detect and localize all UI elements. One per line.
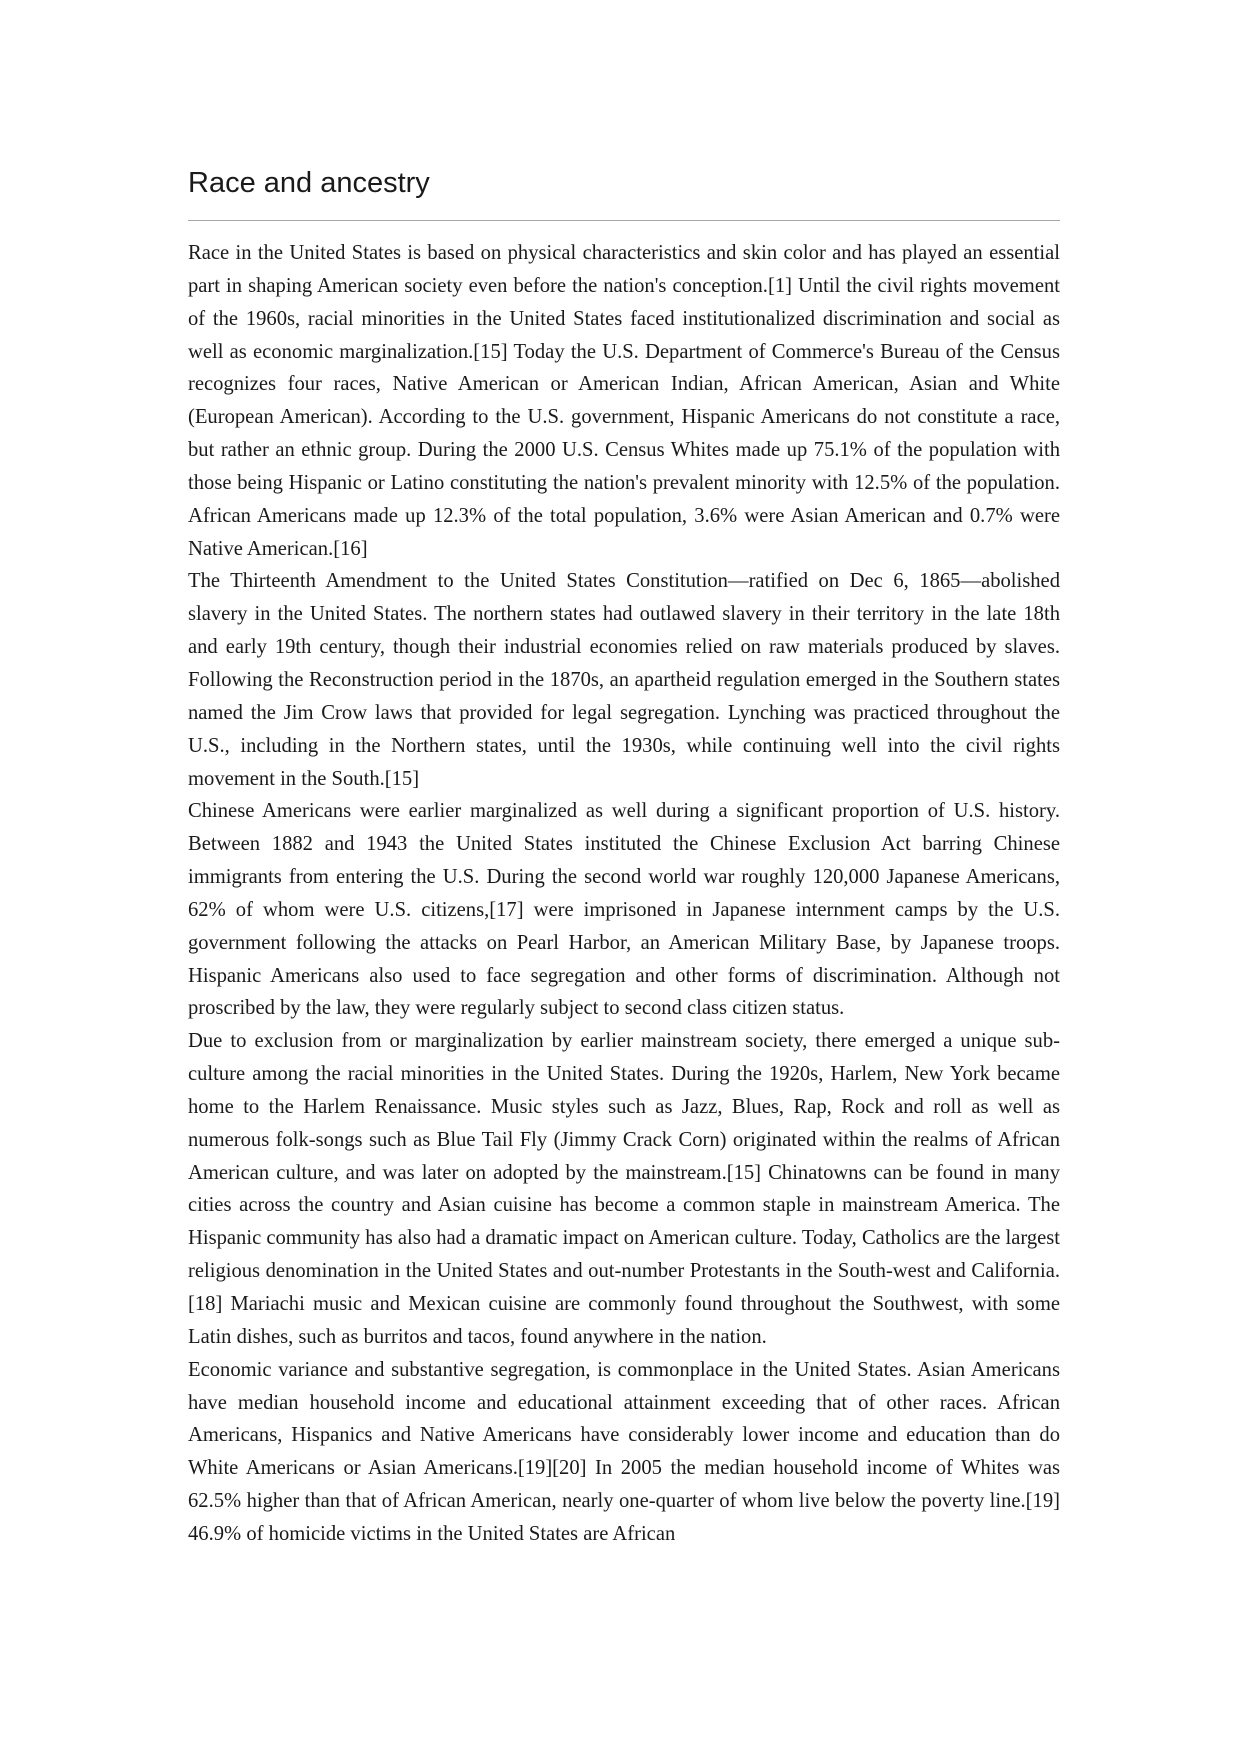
paragraph-chinese-americans: Chinese Americans were earlier marginalized as well during a significant proportion of U.S. history. Between 1882 and 1943 the United States instituted the Chinese Exclusion Act barring Chinese immigrants from entering the U.S. During the second world war roughly 120,000 Japanese Americans, 62% of whom were U.S. citizens,[17] were imprisoned in Japanese internment camps by the U.S. government following the attacks on Pearl Harbor, an American Military Base, by Japanese troops. Hispanic Americans also used to face segregation and other forms of discrimination. Although not proscribed by the law, they were regularly subject to second class citizen status.	[188, 800, 1060, 1020]
paragraph-race-overview: Race in the United States is based on physical characteristics and skin color and has played an essential part in shaping American society even before the nation's conception.[1] Until the civil rights movement of the 1960s, racial minorities in the United States faced institutionalized discrimination and social as well as economic marginalization.[15] Today the U.S. Department of Commerce's Bureau of the Census recognizes four races, Native American or American Indian, African American, Asian and White (European American). According to the U.S. government, Hispanic Americans do not constitute a race, but rather an ethnic group. During the 2000 U.S. Census Whites made up 75.1% of the population with those being Hispanic or Latino constituting the nation's prevalent minority with 12.5% of the population. African Americans made up 12.3% of the total population, 3.6% were Asian American and 0.7% were Native American.[16]	[188, 242, 1060, 560]
heading-divider	[188, 220, 1060, 221]
section-body	[188, 237, 1060, 1551]
paragraph-sub-culture: Due to exclusion from or marginalization by earlier mainstream society, there emerged a unique sub-culture among the racial minorities in the United States. During the 1920s, Harlem, New York became home to the Harlem Renaissance. Music styles such as Jazz, Blues, Rap, Rock and roll as well as numerous folk-songs such as Blue Tail Fly (Jimmy Crack Corn) originated within the realms of African American culture, and was later on adopted by the mainstream.[15] Chinatowns can be found in many cities across the country and Asian cuisine has become a common staple in mainstream America. The Hispanic community has also had a dramatic impact on American culture. Today, Catholics are the largest religious denomination in the United States and out-number Protestants in the South-west and California.[18] Mariachi music and Mexican cuisine are commonly found throughout the Southwest, with some Latin dishes, such as burritos and tacos, found anywhere in the nation.	[188, 1030, 1061, 1348]
paragraph-thirteenth-amendment: The Thirteenth Amendment to the United States Constitution—ratified on Dec 6, 1865—abolished slavery in the United States. The northern states had outlawed slavery in their territory in the late 18th and early 19th century, though their industrial economies relied on raw materials produced by slaves. Following the Reconstruction period in the 1870s, an apartheid regulation emerged in the Southern states named the Jim Crow laws that provided for legal segregation. Lynching was practiced throughout the U.S., including in the Northern states, until the 1930s, while continuing well into the civil rights movement in the South.[15]	[188, 570, 1060, 790]
paragraph-economic-variance: Economic variance and substantive segregation, is commonplace in the United States. Asian Americans have median household income and educational attainment exceeding that of other races. African Americans, Hispanics and Native Americans have considerably lower income and education than do White Americans or Asian Americans.[19][20] In 2005 the median household income of Whites was 62.5% higher than that of African American, nearly one-quarter of whom live below the poverty line.[19] 46.9% of homicide victims in the United States are African	[188, 1358, 1060, 1545]
section-heading: Race and ancestry	[188, 167, 430, 199]
